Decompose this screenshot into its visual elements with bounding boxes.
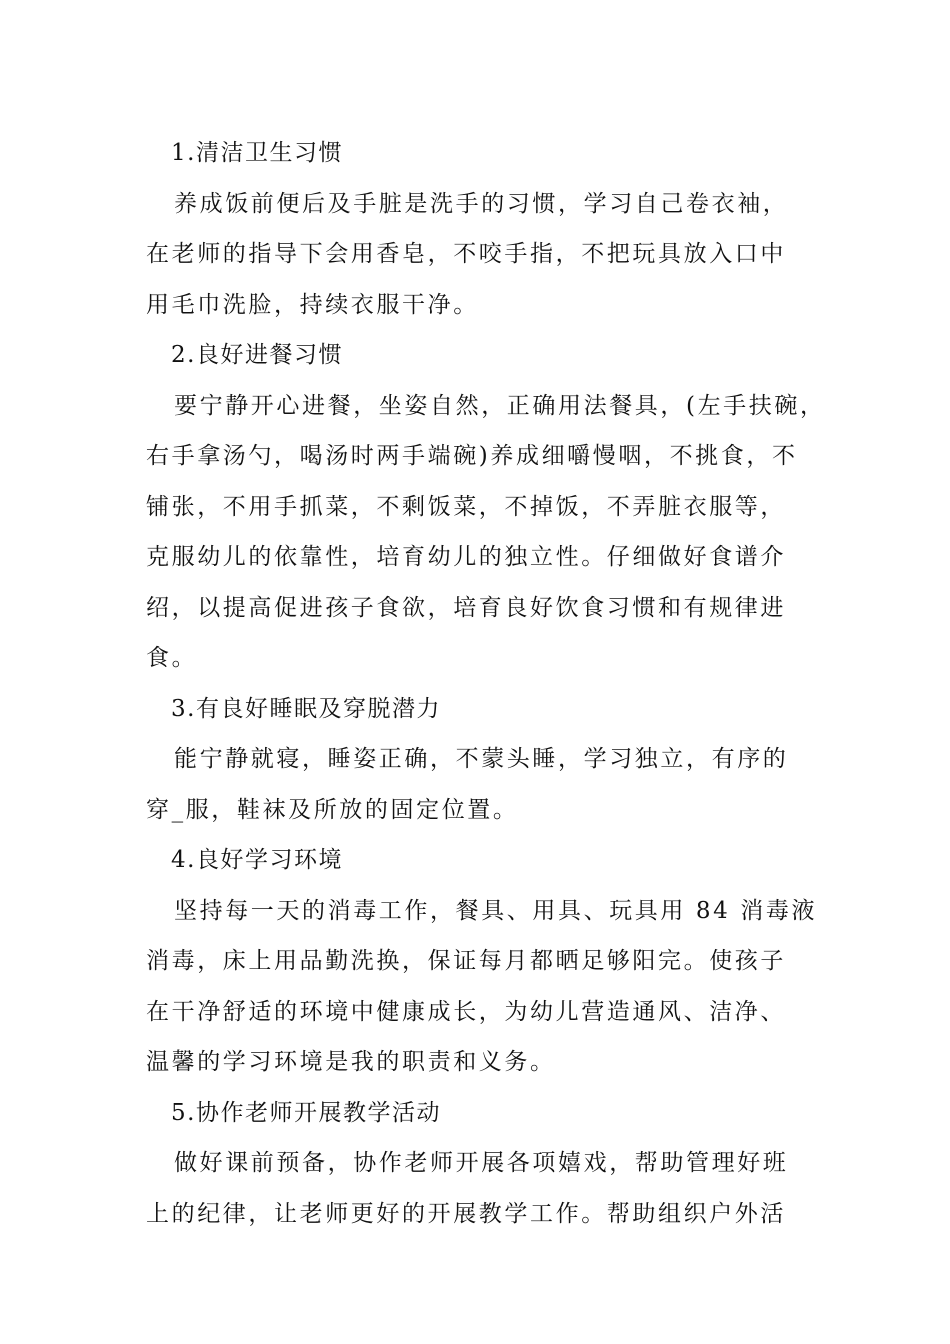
section-heading: 3.有良好睡眠及穿脱潜力 bbox=[171, 695, 441, 722]
section-3 bbox=[146, 684, 810, 836]
section-4 bbox=[146, 835, 818, 1088]
paragraph-line: 穿_服，鞋袜及所放的固定位置。 bbox=[146, 796, 519, 823]
paragraph-line: 要宁静开心进餐，坐姿自然，正确用法餐具，(左手扶碗， bbox=[174, 392, 826, 419]
paragraph-line: 做好课前预备，协作老师开展各项嬉戏，帮助管理好班 bbox=[174, 1150, 789, 1176]
paragraph-line: 温馨的学习环境是我的职责和义务。 bbox=[146, 1049, 556, 1075]
paragraph-line: 坚持每一天的消毒工作，餐具、用具、玩具用 84 消毒液 bbox=[174, 897, 818, 924]
section-heading: 2.良好进餐习惯 bbox=[171, 342, 343, 368]
paragraph-line: 养成饭前便后及手脏是洗手的习惯，学习自己卷衣袖， bbox=[174, 190, 789, 217]
paragraph-line: 食。 bbox=[146, 645, 198, 671]
section-heading: 5.协作老师开展教学活动 bbox=[171, 1099, 441, 1126]
paragraph-line: 在老师的指导下会用香皂，不咬手指，不把玩具放入口中 bbox=[146, 241, 786, 267]
section-5 bbox=[146, 1088, 810, 1240]
section-heading: 1.清洁卫生习惯 bbox=[171, 140, 343, 166]
section-heading: 4.良好学习环境 bbox=[171, 847, 343, 873]
section-1 bbox=[146, 128, 810, 330]
paragraph-line: 右手拿汤勺，喝汤时两手端碗)养成细嚼慢咽，不挑食，不 bbox=[146, 443, 798, 469]
paragraph-line: 克服幼儿的依靠性，培育幼儿的独立性。仔细做好食谱介 bbox=[146, 544, 786, 570]
paragraph-line: 能宁静就寝，睡姿正确，不蒙头睡，学习独立，有序的 bbox=[174, 746, 789, 772]
paragraph-line: 在干净舒适的环境中健康成长，为幼儿营造通风、洁净、 bbox=[146, 998, 786, 1025]
paragraph-line: 用毛巾洗脸，持续衣服干净。 bbox=[146, 291, 479, 318]
document-body bbox=[146, 128, 826, 1239]
paragraph-line: 消毒，床上用品勤洗换，保证每月都晒足够阳完。使孩子 bbox=[146, 948, 786, 974]
paragraph-line: 绍，以提高促进孩子食欲，培育良好饮食习惯和有规律进 bbox=[146, 594, 786, 621]
section-2 bbox=[146, 330, 826, 684]
paragraph-line: 上的纪律，让老师更好的开展教学工作。帮助组织户外活 bbox=[146, 1200, 786, 1227]
paragraph-line: 铺张，不用手抓菜，不剩饭菜，不掉饭，不弄脏衣服等， bbox=[146, 493, 786, 520]
